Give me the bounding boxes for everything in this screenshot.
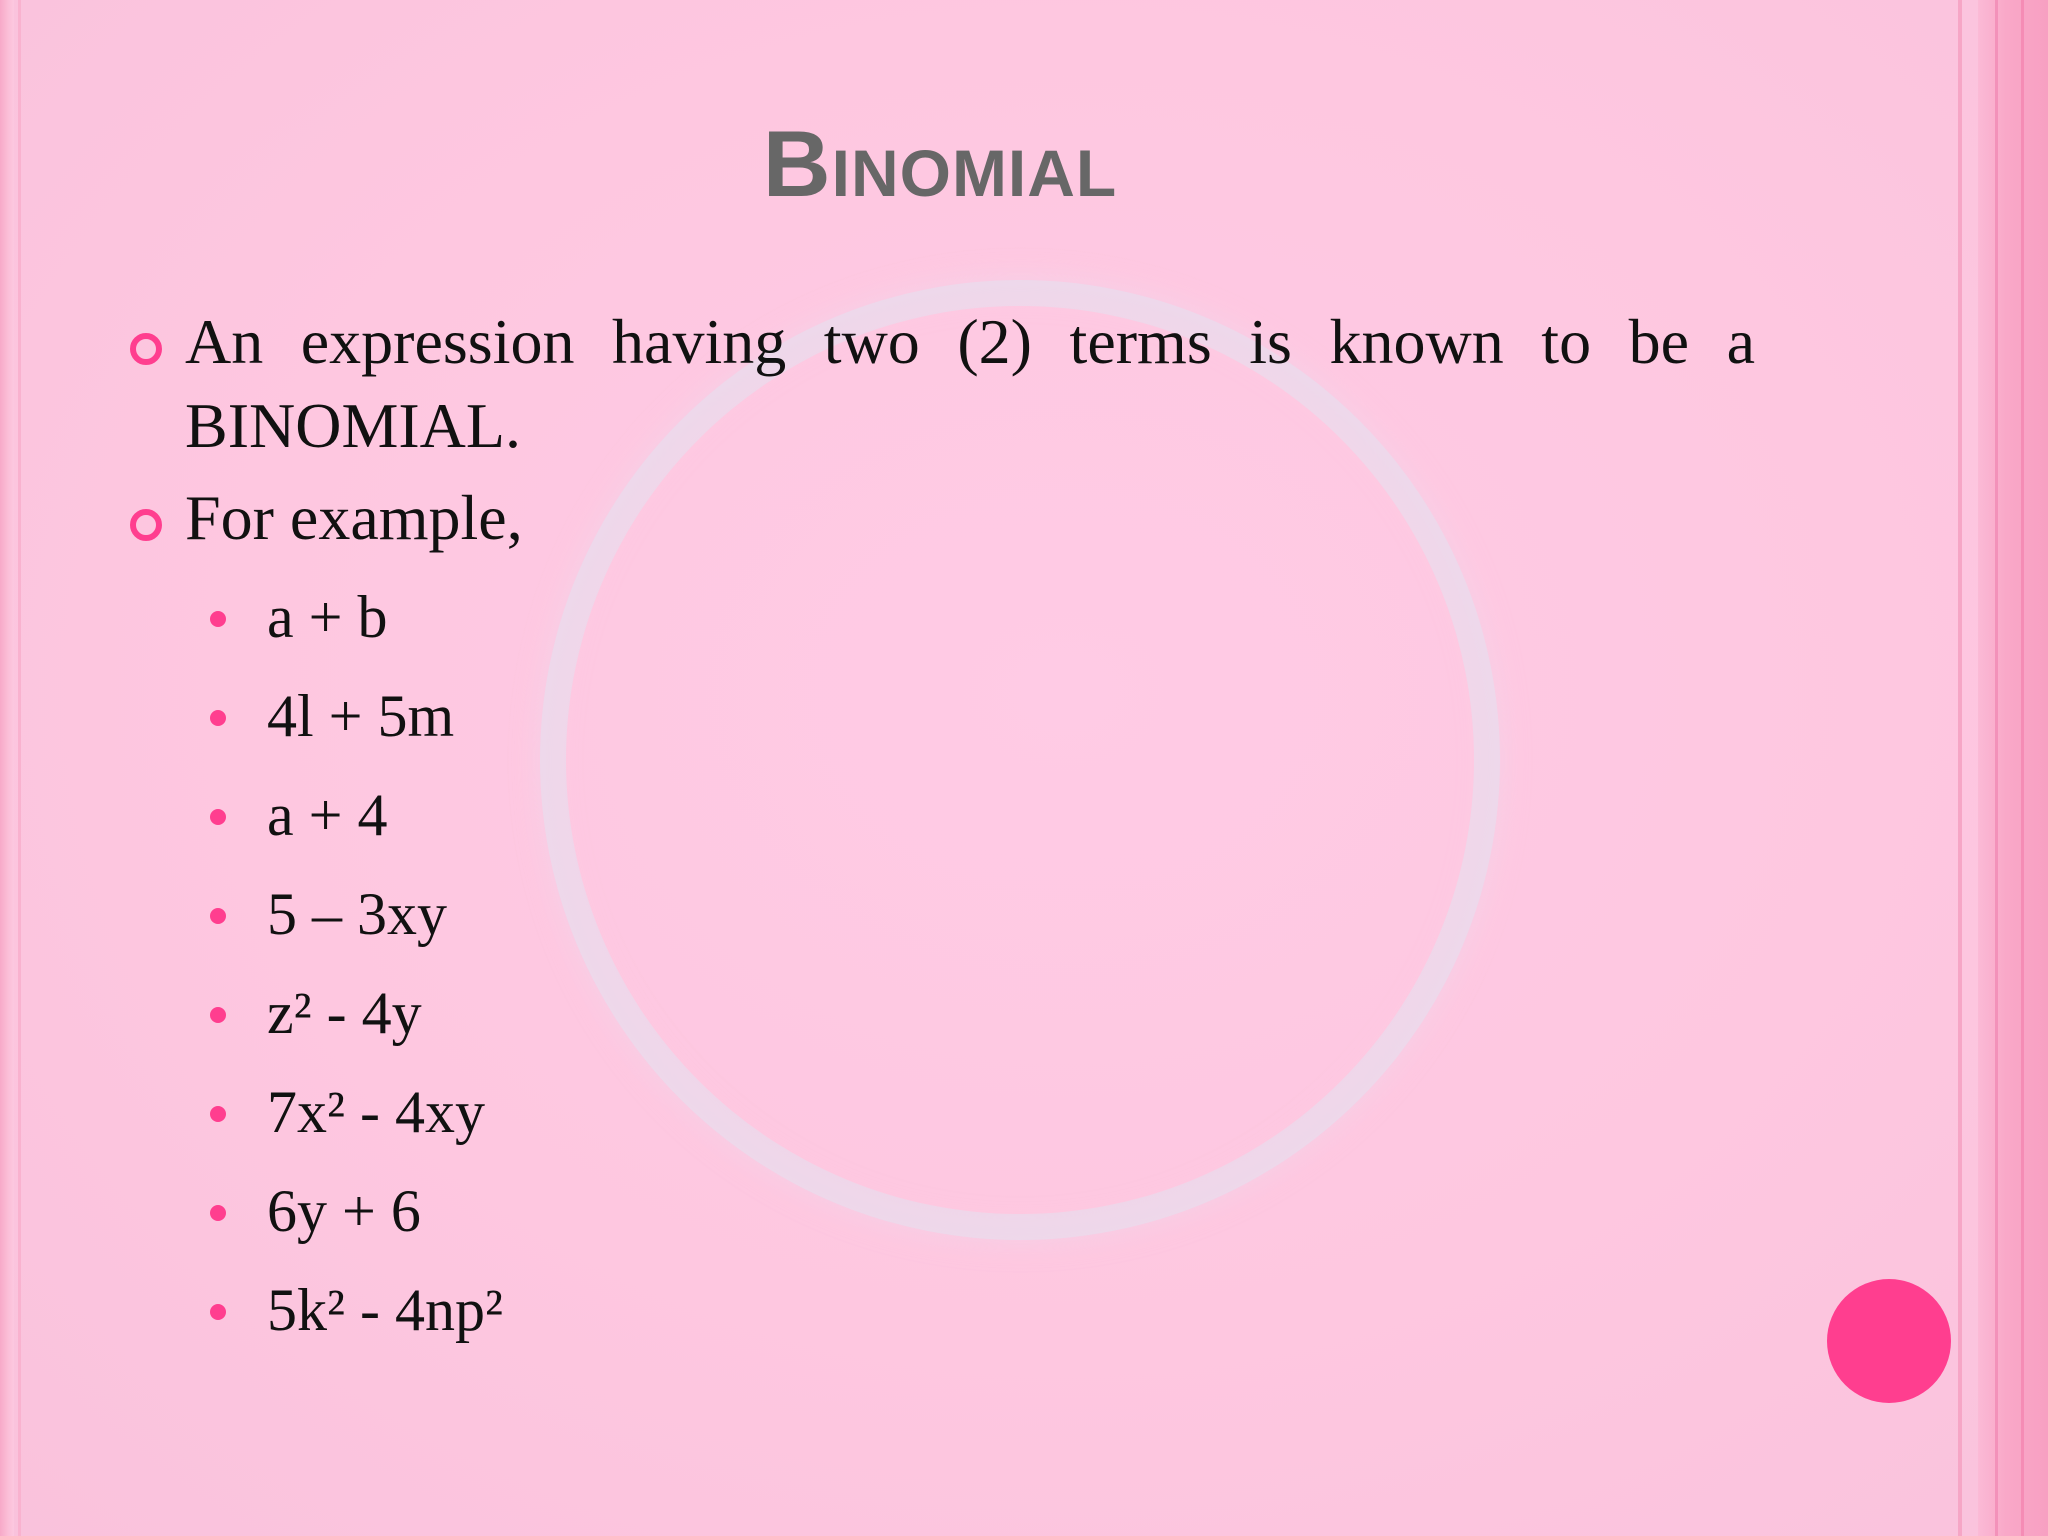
list-item <box>130 1261 1755 1360</box>
list-item <box>130 1063 1755 1162</box>
list-item <box>130 1162 1755 1261</box>
ring-bullet-icon <box>130 333 162 365</box>
example-text: z² - 4y <box>267 980 422 1046</box>
example-text: 6y + 6 <box>267 1178 421 1244</box>
frame-right-band <box>1978 0 2048 1536</box>
dot-bullet-icon <box>210 1205 226 1221</box>
example-text: 5 – 3xy <box>267 881 447 947</box>
dot-bullet-icon <box>210 809 226 825</box>
dot-bullet-icon <box>210 1106 226 1122</box>
dot-bullet-icon <box>210 908 226 924</box>
frame-left-border <box>0 0 14 1536</box>
list-item <box>130 766 1755 865</box>
example-text: a + b <box>267 584 388 650</box>
dot-bullet-icon <box>210 611 226 627</box>
example-intro-paragraph <box>130 476 1755 560</box>
list-item <box>130 964 1755 1063</box>
example-text: 4l + 5m <box>267 683 455 749</box>
example-text: a + 4 <box>267 782 388 848</box>
example-text: 7x² - 4xy <box>267 1079 485 1145</box>
dot-bullet-icon <box>210 710 226 726</box>
list-item <box>130 667 1755 766</box>
example-text: 5k² - 4np² <box>267 1277 503 1343</box>
frame-right-line <box>1958 0 1962 1536</box>
list-item <box>130 865 1755 964</box>
definition-paragraph <box>130 300 1755 468</box>
slide-title: Binomial <box>762 111 1118 216</box>
frame-right-line <box>1995 0 1998 1536</box>
list-item <box>130 568 1755 667</box>
frame-left-line <box>18 0 21 1536</box>
dot-bullet-icon <box>210 1007 226 1023</box>
example-intro-text: For example, <box>185 482 523 553</box>
dot-bullet-icon <box>210 1304 226 1320</box>
slide-content <box>130 300 1755 1360</box>
frame-right-line <box>2021 0 2024 1536</box>
ring-bullet-icon <box>130 509 162 541</box>
definition-text: An expression having two (2) terms is known to be a BINOMIAL. <box>185 306 1755 461</box>
examples-list <box>130 568 1755 1360</box>
decorative-dot <box>1827 1279 1951 1403</box>
